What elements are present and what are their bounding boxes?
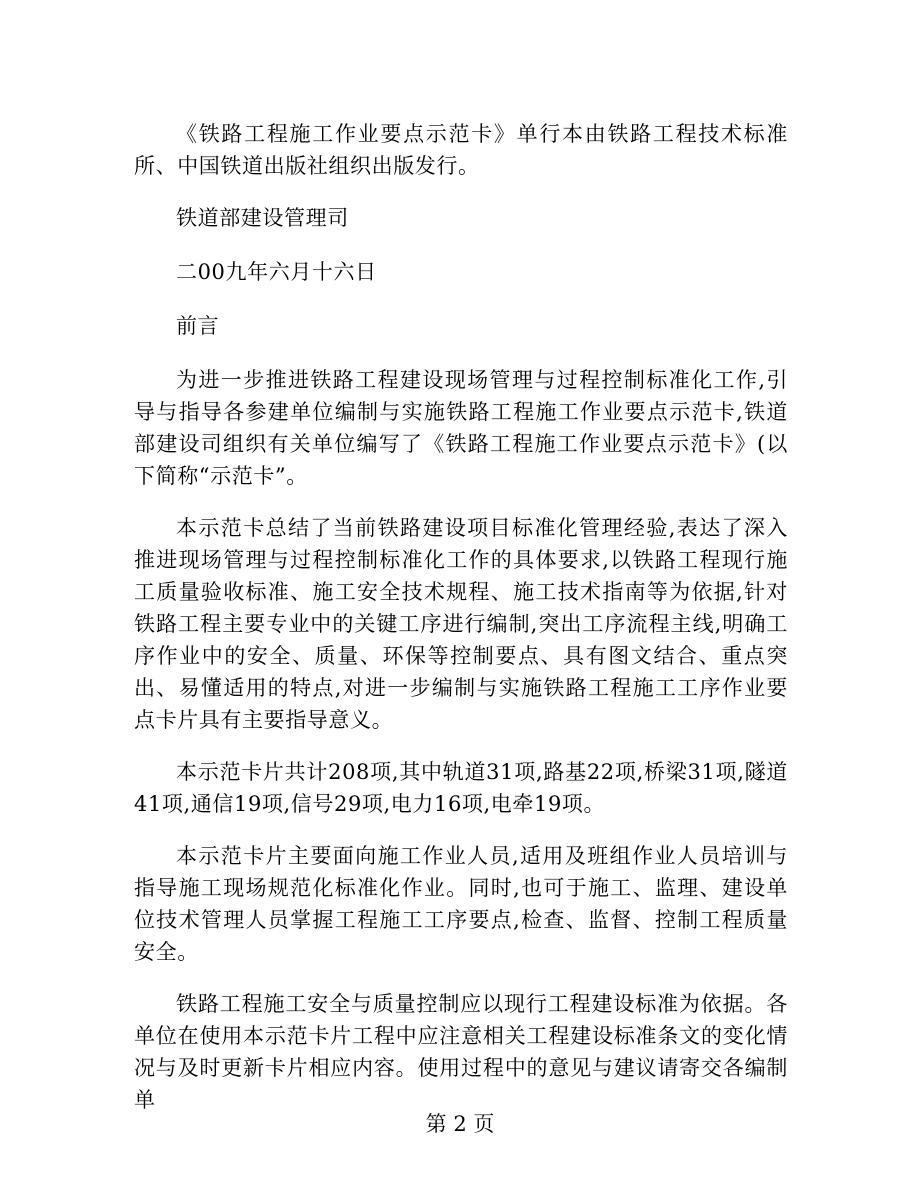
paragraph-issuer: 铁道部建设管理司 xyxy=(176,206,349,230)
paragraph-date: 二00九年六月十六日 xyxy=(176,260,377,284)
paragraph-standards-note: 铁路工程施工安全与质量控制应以现行工程建设标准为依据。各单位在使用本示范卡片工程中应注意相关工程建设标准条文的变化情况与及时更新卡片相应内容。使用过程中的意见与建议请寄交各编制单 xyxy=(134,992,788,1112)
paragraph-publication-note: 《铁路工程施工作业要点示范卡》单行本由铁路工程技术标准所、中国铁道出版社组织出版发行。 xyxy=(134,122,788,178)
paragraph-audience: 本示范卡片主要面向施工作业人员,适用及班组作业人员培训与指导施工现场规范化标准化作业。同时,也可于施工、监理、建设单位技术管理人员掌握工程施工工序要点,检查、监督、控制工程质量安全。 xyxy=(134,844,788,964)
paragraph-preface-summary: 本示范卡总结了当前铁路建设项目标准化管理经验,表达了深入推进现场管理与过程控制标准化工作的具体要求,以铁路工程现行施工质量验收标准、施工安全技术规程、施工技术指南等为依据,针对铁路工程主要专业中的关键工序进行编制,突出工序流程主线,明确工序作业中的安全、质量、环保等控制要点、具有图文结合、重点突出、易懂适用的特点,对进一步编制与实施铁路工程施工工序作业要点卡片具有主要指导意义。 xyxy=(134,516,788,732)
document-body xyxy=(134,118,788,1136)
paragraph-preface-intro: 为进一步推进铁路工程建设现场管理与过程控制标准化工作,引导与指导各参建单位编制与实施铁路工程施工作业要点示范卡,铁道部建设司组织有关单位编写了《铁路工程施工作业要点示范卡》(以下简称“示范卡”。 xyxy=(134,368,788,488)
paragraph-card-count: 本示范卡片共计208项,其中轨道31项,路基22项,桥梁31项,隧道41项,通信19项,信号29项,电力16项,电牵19项。 xyxy=(134,760,788,816)
section-heading-preface: 前言 xyxy=(176,314,220,338)
page-number: 第 2 页 xyxy=(425,1112,495,1136)
